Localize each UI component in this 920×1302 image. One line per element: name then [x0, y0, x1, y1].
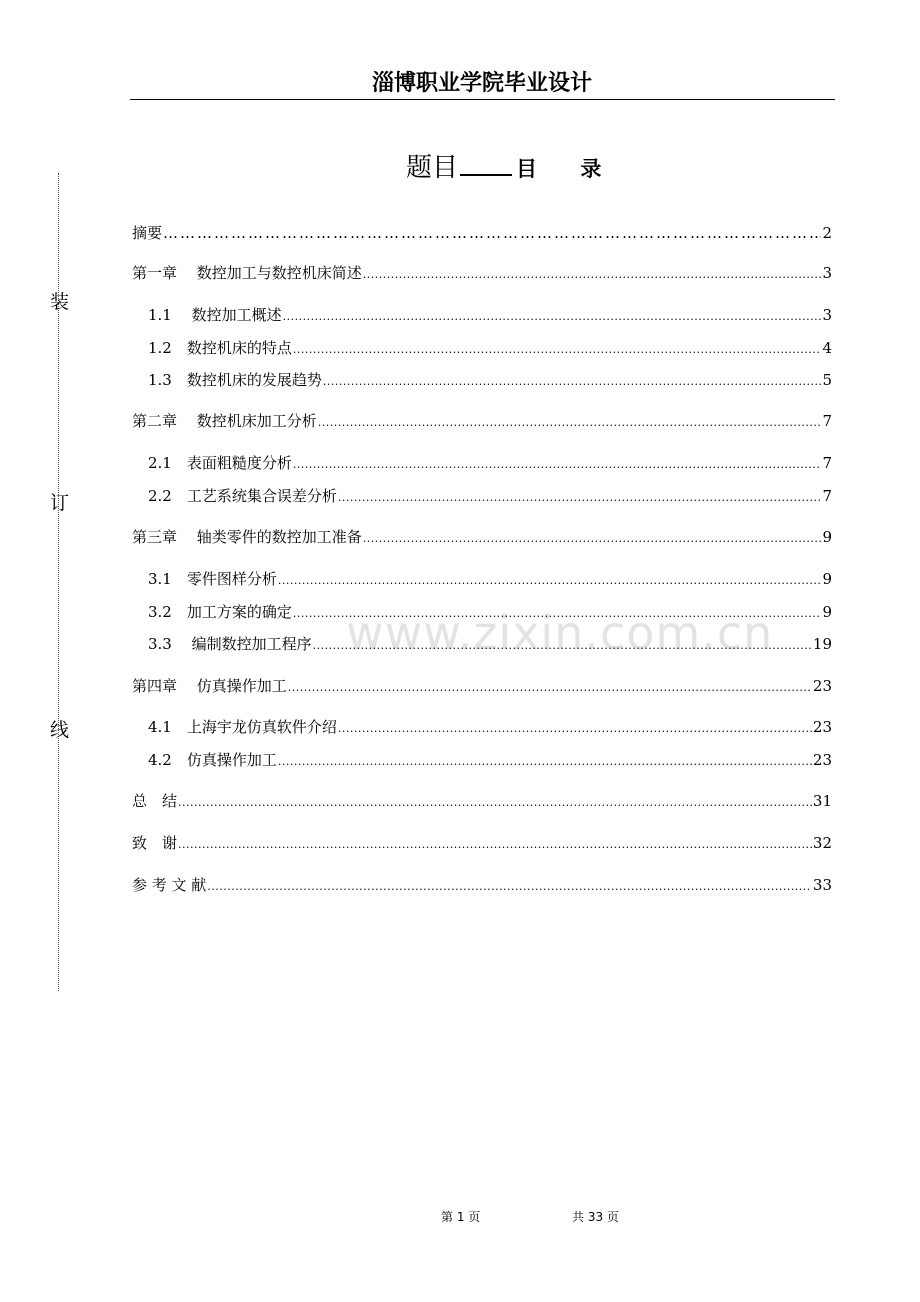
toc-entry-label: 第三章 轴类零件的数控加工准备	[132, 528, 362, 546]
toc-entry-label: 3.3 编制数控加工程序	[148, 635, 312, 653]
toc-entry[interactable]	[148, 633, 832, 655]
binding-char-zhuang: 装	[50, 291, 70, 313]
toc-entry-page: 9	[822, 603, 832, 621]
toc-entry[interactable]	[132, 790, 832, 812]
toc-leader-dots	[338, 487, 822, 509]
toc-entry-page: 23	[812, 751, 832, 769]
toc-entry-page: 19	[812, 635, 832, 653]
toc-heading	[406, 148, 619, 186]
toc-entry-label: 参 考 文 献	[132, 876, 207, 894]
toc-entry-label: 摘要	[132, 224, 163, 242]
toc-entry-label: 第四章 仿真操作加工	[132, 677, 287, 695]
toc-entry-label: 4.2 仿真操作加工	[148, 751, 277, 769]
toc-entry-page: 33	[812, 876, 832, 894]
toc-entry[interactable]	[148, 304, 832, 326]
toc-entry[interactable]	[132, 526, 832, 548]
toc-entry-page: 7	[822, 412, 832, 430]
toc-leader-dots	[363, 528, 822, 550]
toc-title: 目 录	[516, 157, 620, 181]
document-header-title: 淄博职业学院毕业设计	[371, 71, 592, 96]
toc-entry[interactable]	[132, 262, 832, 284]
toc-leader-dots	[313, 635, 812, 657]
toc-leader-dots	[363, 264, 822, 286]
toc-entry[interactable]	[132, 222, 832, 244]
toc-entry-label: 1.1 数控加工概述	[148, 306, 282, 324]
toc-entry-page: 3	[822, 306, 832, 324]
toc-leader-dots	[163, 222, 821, 244]
toc-entry[interactable]	[148, 568, 832, 590]
toc-entry[interactable]	[132, 874, 832, 896]
toc-entry-page: 2	[822, 224, 832, 242]
toc-entry[interactable]	[132, 832, 832, 854]
toc-leader-dots	[283, 306, 822, 328]
toc-entry-label: 2.1 表面粗糙度分析	[148, 454, 292, 472]
toc-leader-dots	[178, 792, 812, 814]
toc-leader-dots	[293, 339, 822, 361]
binding-char-xian: 线	[50, 719, 70, 741]
toc-entry[interactable]	[148, 452, 832, 474]
toc-entry-page: 23	[812, 677, 832, 695]
toc-entry-page: 32	[812, 834, 832, 852]
toc-leader-dots	[178, 834, 812, 856]
toc-entry[interactable]	[148, 337, 832, 359]
header-divider	[130, 99, 835, 100]
toc-entry[interactable]	[148, 369, 832, 391]
toc-entry-label: 3.1 零件图样分析	[148, 570, 277, 588]
toc-entry[interactable]	[148, 716, 832, 738]
toc-leader-dots	[293, 603, 822, 625]
toc-entry[interactable]	[148, 749, 832, 771]
toc-entry-label: 总 结	[132, 792, 178, 810]
toc-entry[interactable]	[132, 675, 832, 697]
toc-leader-dots	[293, 454, 822, 476]
binding-char-ding: 订	[50, 492, 70, 514]
toc-leader-dots	[278, 570, 822, 592]
toc-entry-page: 9	[822, 570, 832, 588]
toc-entry-label: 3.2 加工方案的确定	[148, 603, 292, 621]
toc-entry-label: 2.2 工艺系统集合误差分析	[148, 487, 337, 505]
toc-entry[interactable]	[148, 601, 832, 623]
toc-entry[interactable]	[148, 485, 832, 507]
toc-leader-dots	[278, 751, 812, 773]
toc-entry-page: 5	[822, 371, 832, 389]
toc-entry[interactable]	[132, 410, 832, 432]
toc-entry-page: 9	[822, 528, 832, 546]
toc-leader-dots	[207, 876, 812, 898]
toc-entry-page: 3	[822, 264, 832, 282]
toc-entry-page: 23	[812, 718, 832, 736]
toc-entry-label: 第二章 数控机床加工分析	[132, 412, 317, 430]
toc-leader-dots	[288, 677, 812, 699]
toc-entry-label: 第一章 数控加工与数控机床简述	[132, 264, 362, 282]
toc-entry-label: 1.3 数控机床的发展趋势	[148, 371, 322, 389]
footer-total-pages: 共 33 页	[572, 1210, 619, 1224]
footer-page-number: 第 1 页	[441, 1210, 481, 1224]
toc-leader-dots	[323, 371, 822, 393]
toc-title-prefix: 题目	[406, 153, 459, 183]
toc-entry-label: 4.1 上海宇龙仿真软件介绍	[148, 718, 337, 736]
toc-entry-page: 4	[822, 339, 832, 357]
toc-entry-page: 31	[812, 792, 832, 810]
toc-leader-dots	[318, 412, 822, 434]
toc-entry-page: 7	[822, 487, 832, 505]
title-blank-underline	[460, 148, 512, 176]
toc-leader-dots	[338, 718, 812, 740]
toc-entry-page: 7	[822, 454, 832, 472]
toc-entry-label: 1.2 数控机床的特点	[148, 339, 292, 357]
watermark: www.zixin.com.cn	[346, 606, 774, 660]
toc-entry-label: 致 谢	[132, 834, 178, 852]
